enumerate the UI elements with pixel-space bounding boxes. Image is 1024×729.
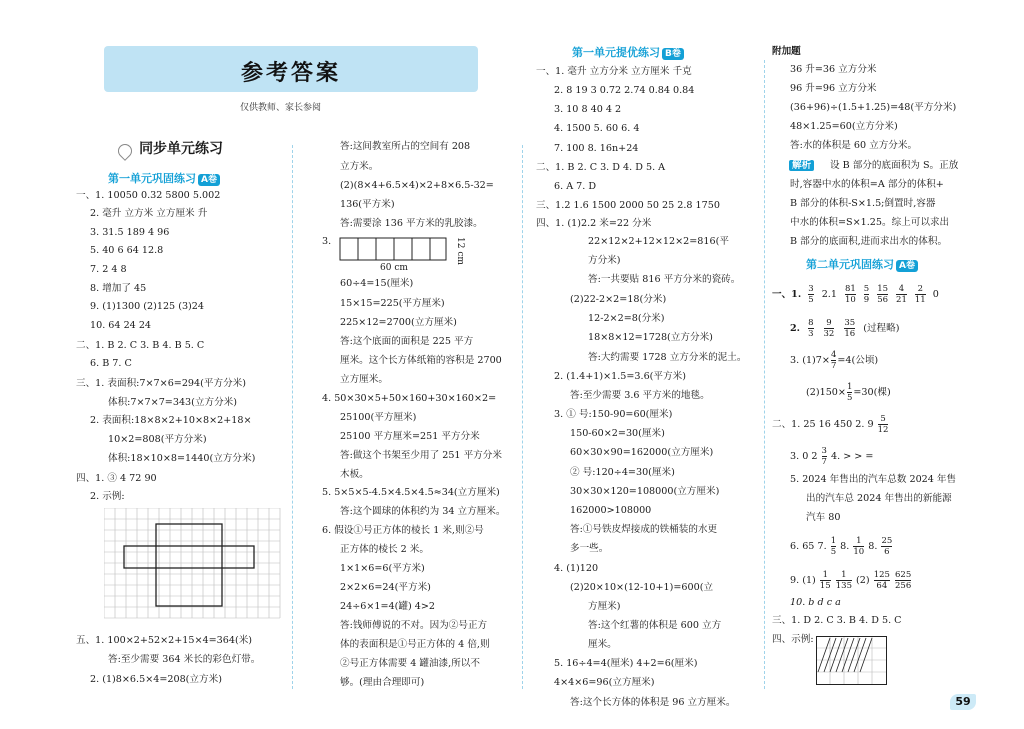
u2-s3: 三、1. D 2. C 3. B 4. D 5. C xyxy=(772,615,902,626)
answer-line: 一、1. 毫升 立方分米 立方厘米 千克 xyxy=(536,66,692,77)
u2-q5a: 5. 2024 年售出的汽车总数 2024 年售 xyxy=(790,474,957,485)
answer-line: 3. ① 号:150-90=60(厘米) xyxy=(554,409,673,420)
answer-line: 6. 假设①号正方体的棱长 1 米,则②号 xyxy=(322,525,484,536)
answer-line: 3. 10 8 40 4 2 xyxy=(554,104,622,115)
answer-line: 7. 2 4 8 xyxy=(90,264,127,275)
u2-s4: 四、示例: xyxy=(772,634,814,645)
answer-line: 答:①号铁皮焊接成的铁桶装的水更 xyxy=(570,524,718,535)
u2-q1: 一、1. $\frac{3}{5}$ 2.1 $\frac{81}{10}$ $\frac{5}{9}$ $\frac{15}{56}$ $\frac{4}{21}$ $\frac{2}{11}$ 0 xyxy=(772,284,939,305)
answer-line: 三、1.2 1.6 1500 2000 50 25 2.8 1750 xyxy=(536,200,720,211)
answer-line: 136(平方米) xyxy=(340,199,395,210)
answer-line: 6. A 7. D xyxy=(554,181,597,192)
answer-line: ② 号:120÷4=30(厘米) xyxy=(570,467,675,478)
answer-line: 6. B 7. C xyxy=(90,358,132,369)
answer-line: 15×15=225(平方厘米) xyxy=(340,298,445,309)
answer-line: 答:钱师傅说的不对。因为②号正方 xyxy=(340,620,488,631)
answer-line: 10. 64 24 24 xyxy=(90,320,152,331)
answer-line: 多一些。 xyxy=(570,543,609,554)
unit2-title: 第二单元巩固练习 A卷 xyxy=(806,256,918,272)
answer-line: 体的表面积是①号正方体的 4 倍,则 xyxy=(340,639,490,650)
unit1b-title: 第一单元提优练习 B卷 xyxy=(572,44,684,60)
answer-line: 二、1. B 2. C 3. B 4. B 5. C xyxy=(76,340,205,351)
answer-line: 立方米。 xyxy=(340,161,379,172)
answer-line: 10×2=808(平方分米) xyxy=(108,434,207,445)
answer-line: 答:需要涂 136 平方米的乳胶漆。 xyxy=(340,218,483,229)
answer-line: 时,容器中水的体积=A 部分的体积+ xyxy=(790,179,944,190)
answer-line: 60×30×90=162000(立方厘米) xyxy=(570,447,714,458)
answer-line: (2)(8×4+6.5×4)×2+8×6.5-32= xyxy=(340,180,494,191)
fraction: $\frac{8}{3}$ xyxy=(808,318,814,339)
u2-q2: 2. $\frac{8}{3}$ $\frac{9}{32}$ $\frac{35}{16}$ (过程略) xyxy=(790,318,900,339)
answer-line: 厘米。这个长方体纸箱的容积是 2700 xyxy=(340,355,502,366)
fraction: $\frac{35}{16}$ xyxy=(844,318,856,339)
answer-line: 24÷6×1=4(罐) 4>2 xyxy=(340,601,436,612)
answer-line: 3. xyxy=(322,236,332,247)
answer-line: 二、1. B 2. C 3. D 4. D 5. A xyxy=(536,162,666,173)
answer-line: 2. (1)8×6.5×4=208(立方米) xyxy=(90,674,222,685)
answer-line: 4×4×6=96(立方厘米) xyxy=(554,677,655,688)
answer-line: 225×12=2700(立方厘米) xyxy=(340,317,457,328)
answer-line: 方分米) xyxy=(588,255,621,266)
answer-line: 中水的体积=S×1.25。综上可以求出 xyxy=(790,217,950,228)
answer-line: 答:这个长方体的体积是 96 立方厘米。 xyxy=(570,697,736,708)
answer-line: 方厘米) xyxy=(588,601,621,612)
answer-line: 2. 示例: xyxy=(90,491,125,502)
answer-line: 7. 100 8. 16n+24 xyxy=(554,143,639,154)
answer-line: 五、1. 100×2+52×2+15×4=364(米) xyxy=(76,635,253,646)
fraction: $\frac{2}{11}$ xyxy=(914,284,926,305)
answer-line: 5. 5×5×5-4.5×4.5×4.5≈34(立方厘米) xyxy=(322,487,500,498)
fraction: $\frac{81}{10}$ xyxy=(844,284,856,305)
fig-width: 60 cm xyxy=(380,263,408,273)
answer-line: (2)22-2×2=18(分米) xyxy=(570,294,667,305)
answer-line: 答:这个红薯的体积是 600 立方 xyxy=(588,620,722,631)
answer-line: 够。(理由合理即可) xyxy=(340,677,425,688)
answer-line: 答:至少需要 3.6 平方米的地毯。 xyxy=(570,390,710,401)
answer-line: 答:这间教室所占的空间有 208 xyxy=(340,141,471,152)
fraction: $\frac{15}{56}$ xyxy=(877,284,889,305)
answer-line: 18×8×12=1728(立方分米) xyxy=(588,332,713,343)
answer-line: 96 升=96 立方分米 xyxy=(790,83,877,94)
page-number: 59 xyxy=(955,695,971,708)
u2-s2b: 3. 0 2 $\frac{3}{7}$ 4. > > = xyxy=(790,446,874,467)
fraction: $\frac{4}{21}$ xyxy=(896,284,907,305)
page-number-badge xyxy=(950,694,976,710)
answer-line: 木板。 xyxy=(340,469,369,480)
answer-line: B 部分的体积-S×1.5;倒置时,容器 xyxy=(790,198,936,209)
answer-line: 2. 8 19 3 0.72 2.74 0.84 0.84 xyxy=(554,85,695,96)
u2-q3a: 3. (1)7× $\frac{4}{7}$ =4(公顷) xyxy=(790,350,879,371)
page-subtitle: 仅供教师、家长参阅 xyxy=(240,103,322,113)
fraction: $\frac{5}{9}$ xyxy=(863,284,870,305)
answer-line: 30×30×120=108000(立方厘米) xyxy=(570,486,720,497)
answer-line: ②号正方体需要 4 罐油漆,所以不 xyxy=(340,658,480,669)
grid-figure xyxy=(104,508,282,622)
u2-q3b: (2)150× $\frac{1}{5}$ =30(棵) xyxy=(806,382,891,403)
answer-line: 9. (1)1300 (2)125 (3)24 xyxy=(90,301,205,312)
section-heading xyxy=(118,138,223,158)
divider xyxy=(292,145,293,689)
answer-line: 12-2×2=8(分米) xyxy=(588,313,665,324)
u2-q10: 10. b d c a xyxy=(790,597,841,608)
answer-line: 150-60×2=30(厘米) xyxy=(570,428,665,439)
fig-height: 12 cm xyxy=(454,237,465,265)
answer-line: 5. 16÷4=4(厘米) 4+2=6(厘米) xyxy=(554,658,698,669)
divider xyxy=(764,60,765,689)
answer-line: 48×1.25=60(立方分米) xyxy=(790,121,898,132)
answer-line: 答:这个圆球的体积约为 34 立方厘米。 xyxy=(340,506,506,517)
title-banner xyxy=(104,46,478,92)
unit1-title: 第一单元巩固练习 A卷 xyxy=(108,170,220,186)
hatched-figure xyxy=(816,636,888,686)
answer-line: 三、1. 表面积:7×7×6=294(平方分米) xyxy=(76,378,247,389)
answer-line: 60÷4=15(厘米) xyxy=(340,278,414,289)
answer-line: 体积:18×10×8=1440(立方分米) xyxy=(108,453,256,464)
answer-line: 答:做这个书架至少用了 251 平方分米 xyxy=(340,450,502,461)
u2-q6: 6. 65 7. $\frac{1}{5}$ 8. $\frac{1}{10}$ 8. $\frac{25}{6}$ xyxy=(790,536,893,557)
u2-q5b: 出的汽车总 2024 年售出的新能源 xyxy=(806,493,952,504)
answer-line: 四、1. ③ 4 72 90 xyxy=(76,473,157,484)
answer-line: 一、1. 10050 0.32 5800 5.002 xyxy=(76,190,221,201)
answer-line: 2. (1.4+1)×1.5=3.6(平方米) xyxy=(554,371,686,382)
u2-q9: 9. (1) $\frac{1}{15}$ $\frac{1}{135}$ (2) $\frac{125}{64}$ $\frac{625}{256}$ xyxy=(790,570,912,591)
answer-line: (2)20×10×(12-10+1)=600(立 xyxy=(570,582,714,593)
answer-line: 2. 毫升 立方米 立方厘米 升 xyxy=(90,208,208,219)
answer-line: 设 B 部分的底面积为 S。正放 xyxy=(830,160,959,171)
answer-line: 2. 表面积:18×8×2+10×8×2+18× xyxy=(90,415,252,426)
answer-line: 正方体的棱长 2 米。 xyxy=(340,544,429,555)
answer-line: 36 升=36 立方分米 xyxy=(790,64,877,75)
answer-line: 4. (1)120 xyxy=(554,563,599,574)
answer-line: B 部分的底面积,进而求出水的体积。 xyxy=(790,236,948,247)
extra-title: 附加题 xyxy=(772,46,801,57)
answer-line: 25100(平方厘米) xyxy=(340,412,417,423)
answer-line: 4. 1500 5. 60 6. 4 xyxy=(554,123,640,134)
section-title: 同步单元练习 xyxy=(139,141,224,157)
fraction: $\frac{9}{32}$ xyxy=(823,318,835,339)
u2-s2: 二、1. 25 16 450 2. 9 $\frac{5}{12}$ xyxy=(772,414,889,435)
answer-line: 2×2×6=24(平方米) xyxy=(340,582,431,593)
answer-line: 答:水的体积是 60 立方分米。 xyxy=(790,140,918,151)
answer-line: 立方厘米。 xyxy=(340,374,388,385)
answer-line: 答:一共要贴 816 平方分米的瓷砖。 xyxy=(588,274,741,285)
answer-line: 厘米。 xyxy=(588,639,617,650)
answer-line: 1×1×6=6(平方米) xyxy=(340,563,425,574)
u2-q5c: 汽车 80 xyxy=(806,512,841,523)
page-title: 参考答案 xyxy=(240,61,341,86)
answer-line: (36+96)÷(1.5+1.25)=48(平方分米) xyxy=(790,102,957,113)
analysis-label: 解析 xyxy=(789,160,814,172)
answer-line: 4. 50×30×5+50×160+30×160×2= xyxy=(322,393,497,404)
divider xyxy=(522,145,523,689)
answer-line: 5. 40 6 64 12.8 xyxy=(90,245,164,256)
answer-line: 体积:7×7×7=343(立方分米) xyxy=(108,397,238,408)
answer-line: 答:至少需要 364 米长的彩色灯带。 xyxy=(108,654,261,665)
answer-line: 3. 31.5 189 4 96 xyxy=(90,227,170,238)
answer-line: 四、1. (1)2.2 米=22 分米 xyxy=(536,218,652,229)
answer-line: 22×12×2+12×12×2=816(平 xyxy=(588,236,729,247)
fraction: $\frac{3}{5}$ xyxy=(808,284,814,305)
answer-line: 答:大约需要 1728 立方分米的泥土。 xyxy=(588,352,747,363)
answer-line: 答:这个底面的面积是 225 平方 xyxy=(340,336,474,347)
answer-line: 162000>108000 xyxy=(570,505,652,516)
answer-line: 25100 平方厘米=251 平方分米 xyxy=(340,431,480,442)
rocket-icon xyxy=(115,141,135,161)
answer-line: 8. 增加了 45 xyxy=(90,283,147,294)
fraction: 2.1 xyxy=(821,289,837,300)
